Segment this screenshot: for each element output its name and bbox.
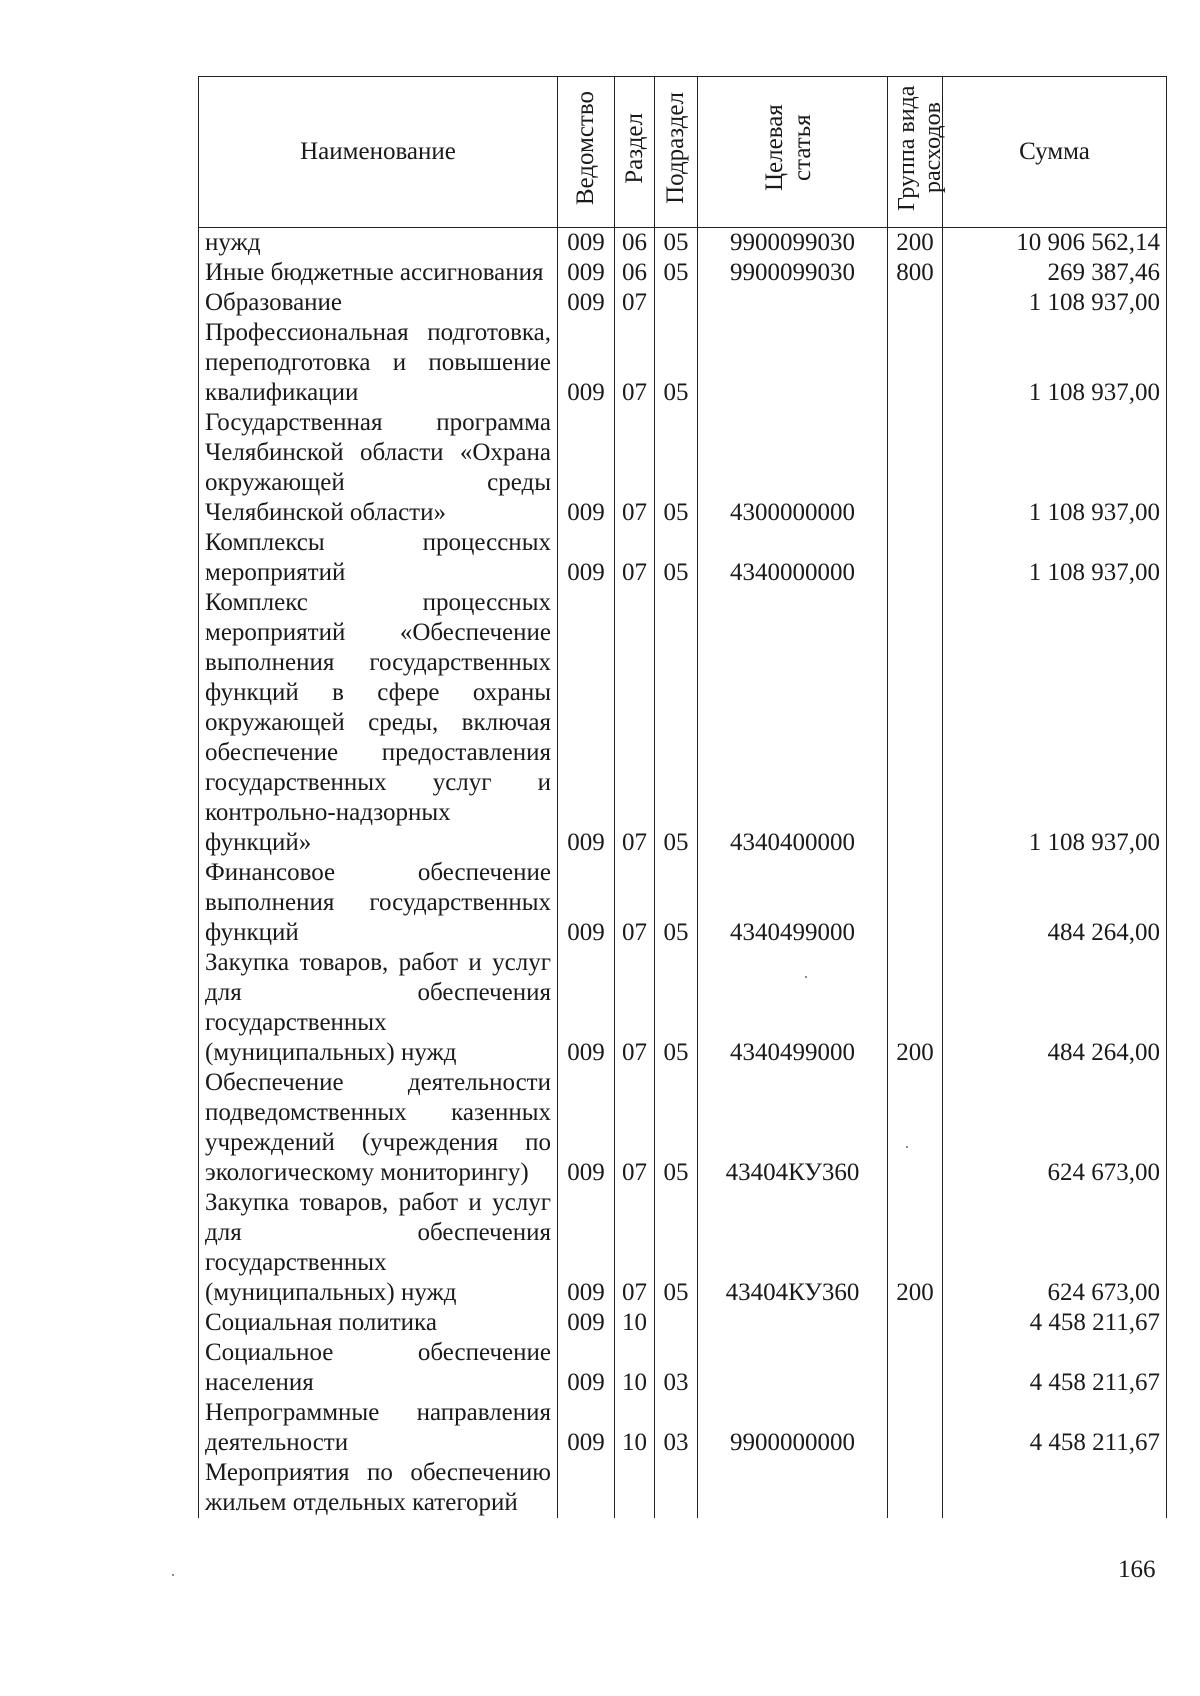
cell-target: [698, 1308, 888, 1338]
table-row: [199, 288, 1167, 318]
cell-amount: 10 906 562,14: [943, 228, 1167, 259]
cell-subsection: 03: [655, 1398, 698, 1458]
cell-expense-group: 200: [888, 1188, 943, 1308]
cell-amount: 269 387,46: [943, 258, 1167, 288]
cell-section: 07: [615, 408, 655, 528]
table-row: [199, 1398, 1167, 1458]
cell-target: 9900099030: [698, 228, 888, 259]
cell-name: Образование: [199, 288, 558, 318]
scan-speck: [172, 1574, 174, 1576]
cell-section: 07: [615, 1068, 655, 1188]
cell-name: Мероприятия по обеспечению жильем отдельных категорий: [199, 1458, 558, 1518]
cell-subsection: 05: [655, 588, 698, 858]
cell-subsection: [655, 288, 698, 318]
cell-name: Профессиональная подготовка, переподготовка и повышение квалификации: [199, 318, 558, 408]
page-number: 166: [1118, 1556, 1156, 1583]
cell-department: 009: [558, 588, 615, 858]
cell-name: Закупка товаров, работ и услуг для обеспечения государственных (муниципальных) нужд: [199, 1188, 558, 1308]
cell-target: [698, 1338, 888, 1398]
cell-section: 07: [615, 318, 655, 408]
table-row: [199, 1308, 1167, 1338]
cell-department: 009: [558, 1338, 615, 1398]
scan-speck: [906, 1146, 908, 1148]
cell-name: нужд: [199, 228, 558, 259]
header-department: Ведомство: [558, 77, 615, 228]
cell-target: 43404КУ360: [698, 1188, 888, 1308]
cell-name: Непрограммные направления деятельности: [199, 1398, 558, 1458]
cell-department: 009: [558, 318, 615, 408]
cell-department: 009: [558, 1188, 615, 1308]
cell-target: 9900000000: [698, 1398, 888, 1458]
cell-target: 9900099030: [698, 258, 888, 288]
cell-target: 4340400000: [698, 588, 888, 858]
cell-subsection: [655, 1458, 698, 1518]
table-row: [199, 228, 1167, 259]
table-row: [199, 318, 1167, 408]
cell-expense-group: [888, 528, 943, 588]
scan-speck: [805, 976, 807, 978]
header-subsection: Подраздел: [655, 77, 698, 228]
cell-subsection: [655, 1308, 698, 1338]
cell-amount: 1 108 937,00: [943, 318, 1167, 408]
cell-department: 009: [558, 1068, 615, 1188]
header-section: Раздел: [615, 77, 655, 228]
cell-name: Закупка товаров, работ и услуг для обеспечения государственных (муниципальных) нужд: [199, 948, 558, 1068]
cell-expense-group: 800: [888, 258, 943, 288]
cell-amount: 4 458 211,67: [943, 1398, 1167, 1458]
cell-section: 07: [615, 948, 655, 1068]
table-row: [199, 948, 1167, 1068]
table-row: [199, 858, 1167, 948]
cell-department: 009: [558, 528, 615, 588]
cell-name: Финансовое обеспечение выполнения государственных функций: [199, 858, 558, 948]
cell-department: 009: [558, 948, 615, 1068]
cell-subsection: 03: [655, 1338, 698, 1398]
cell-subsection: 05: [655, 318, 698, 408]
cell-section: 07: [615, 1188, 655, 1308]
cell-section: 07: [615, 528, 655, 588]
cell-name: Иные бюджетные ассигнования: [199, 258, 558, 288]
table-header: [199, 77, 1167, 228]
cell-amount: 1 108 937,00: [943, 408, 1167, 528]
header-name: Наименование: [199, 77, 558, 228]
cell-subsection: 05: [655, 228, 698, 259]
cell-section: 07: [615, 288, 655, 318]
cell-department: 009: [558, 228, 615, 259]
cell-subsection: 05: [655, 858, 698, 948]
cell-subsection: 05: [655, 948, 698, 1068]
cell-expense-group: [888, 1308, 943, 1338]
cell-name: Социальная политика: [199, 1308, 558, 1338]
cell-expense-group: [888, 1338, 943, 1398]
cell-expense-group: [888, 1458, 943, 1518]
cell-section: 07: [615, 588, 655, 858]
cell-amount: 1 108 937,00: [943, 288, 1167, 318]
cell-section: 10: [615, 1338, 655, 1398]
cell-amount: [943, 1458, 1167, 1518]
header-amount: Сумма: [943, 77, 1167, 228]
cell-section: 10: [615, 1308, 655, 1338]
cell-expense-group: [888, 858, 943, 948]
cell-expense-group: [888, 318, 943, 408]
cell-amount: 624 673,00: [943, 1188, 1167, 1308]
cell-amount: 1 108 937,00: [943, 528, 1167, 588]
cell-amount: 4 458 211,67: [943, 1338, 1167, 1398]
cell-amount: 624 673,00: [943, 1068, 1167, 1188]
cell-name: Социальное обеспечение населения: [199, 1338, 558, 1398]
cell-expense-group: 200: [888, 228, 943, 259]
cell-expense-group: [888, 588, 943, 858]
cell-section: 06: [615, 228, 655, 259]
table-row: [199, 1458, 1167, 1518]
cell-subsection: 05: [655, 1188, 698, 1308]
table-row: [199, 1068, 1167, 1188]
cell-amount: 1 108 937,00: [943, 588, 1167, 858]
cell-department: 009: [558, 288, 615, 318]
cell-department: 009: [558, 858, 615, 948]
cell-target: [698, 288, 888, 318]
cell-target: 4340499000: [698, 948, 888, 1068]
header-target: Целевая статья: [698, 77, 888, 228]
cell-target: 4300000000: [698, 408, 888, 528]
cell-target: [698, 1458, 888, 1518]
cell-subsection: 05: [655, 1068, 698, 1188]
cell-section: 10: [615, 1398, 655, 1458]
table-row: [199, 588, 1167, 858]
cell-expense-group: [888, 288, 943, 318]
cell-expense-group: [888, 1398, 943, 1458]
cell-department: 009: [558, 408, 615, 528]
cell-department: 009: [558, 1398, 615, 1458]
cell-name: Обеспечение деятельности подведомственных казенных учреждений (учреждения по экологическому мониторингу): [199, 1068, 558, 1188]
table-row: [199, 408, 1167, 528]
cell-section: 06: [615, 258, 655, 288]
cell-department: 009: [558, 1308, 615, 1338]
cell-department: [558, 1458, 615, 1518]
table-body: [199, 228, 1167, 1519]
cell-name: Комплексы процессных мероприятий: [199, 528, 558, 588]
cell-expense-group: [888, 1068, 943, 1188]
budget-table: [198, 76, 1167, 1518]
cell-amount: 484 264,00: [943, 948, 1167, 1068]
cell-section: [615, 1458, 655, 1518]
cell-subsection: 05: [655, 408, 698, 528]
cell-expense-group: [888, 408, 943, 528]
cell-section: 07: [615, 858, 655, 948]
table-row: [199, 1338, 1167, 1398]
cell-department: 009: [558, 258, 615, 288]
cell-name: Комплекс процессных мероприятий «Обеспечение выполнения государственных функций в сфере охраны окружающей среды, включая обеспечение предоставления государственных услуг и контрольно-надзорных функций»: [199, 588, 558, 858]
header-expense-group: Группа вида расходов: [888, 77, 943, 228]
table-row: [199, 1188, 1167, 1308]
cell-target: 4340000000: [698, 528, 888, 588]
cell-target: 43404КУ360: [698, 1068, 888, 1188]
cell-name: Государственная программа Челябинской области «Охрана окружающей среды Челябинской области»: [199, 408, 558, 528]
cell-target: [698, 318, 888, 408]
table-row: [199, 258, 1167, 288]
table-row: [199, 528, 1167, 588]
cell-amount: 4 458 211,67: [943, 1308, 1167, 1338]
cell-subsection: 05: [655, 258, 698, 288]
cell-amount: 484 264,00: [943, 858, 1167, 948]
cell-subsection: 05: [655, 528, 698, 588]
cell-target: 4340499000: [698, 858, 888, 948]
cell-expense-group: 200: [888, 948, 943, 1068]
